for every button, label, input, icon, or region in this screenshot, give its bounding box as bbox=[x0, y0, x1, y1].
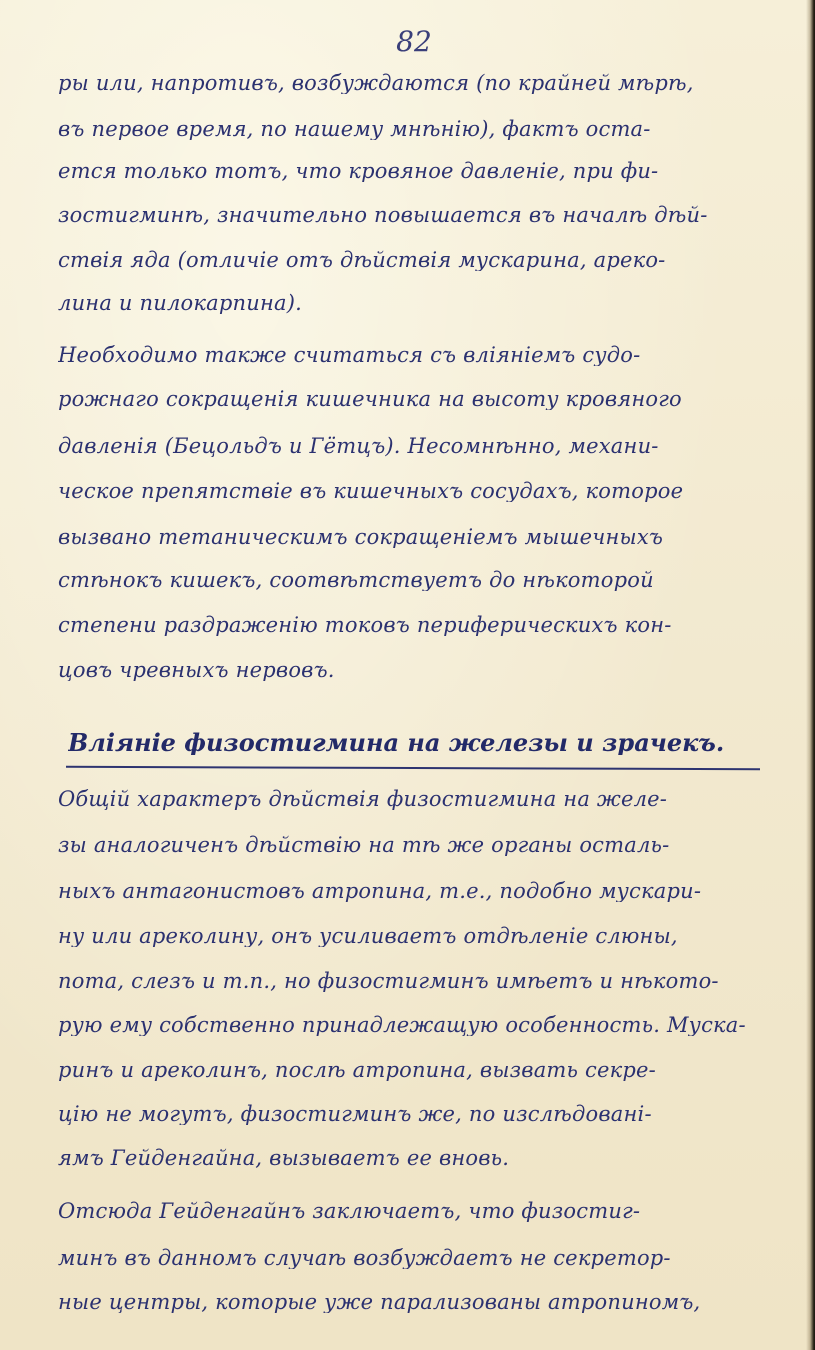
text-line: ныхъ антагонистовъ атропина, т.е., подобно мускари- bbox=[58, 881, 702, 902]
text-line: Необходимо также считаться съ вліяніемъ судо- bbox=[58, 345, 641, 366]
page-binding-edge bbox=[806, 0, 815, 1350]
text-line: давленія (Бецольдъ и Гётцъ). Несомнѣнно, механи- bbox=[58, 436, 659, 457]
text-line: ные центры, которые уже парализованы атропиномъ, bbox=[58, 1292, 701, 1313]
text-line: ринъ и ареколинъ, послѣ атропина, вызвать секре- bbox=[58, 1060, 656, 1081]
section-heading: Вліяніе физостигмина на железы и зрачекъ. bbox=[68, 731, 725, 755]
text-line: въ первое время, по нашему мнѣнію), фактъ оста- bbox=[58, 119, 651, 140]
text-line: ры или, напротивъ, возбуждаются (по крайней мѣрѣ, bbox=[58, 73, 694, 94]
text-line: пота, слезъ и т.п., но физостигминъ имѣетъ и нѣкото- bbox=[58, 971, 719, 992]
text-line: цію не могутъ, физостигминъ же, по изслѣдовані- bbox=[58, 1104, 652, 1125]
text-line: ямъ Гейденгайна, вызываетъ ее вновь. bbox=[58, 1148, 510, 1169]
text-line: зостигминѣ, значительно повышается въ началѣ дѣй- bbox=[58, 205, 708, 226]
text-line: ческое препятствіе въ кишечныхъ сосудахъ, которое bbox=[58, 481, 684, 502]
text-line: стѣнокъ кишекъ, соотвѣтствуетъ до нѣкоторой bbox=[58, 570, 654, 591]
text-line: минъ въ данномъ случаѣ возбуждаетъ не секретор- bbox=[58, 1248, 671, 1269]
text-line: вызвано тетаническимъ сокращеніемъ мышечныхъ bbox=[58, 527, 664, 548]
text-line: рую ему собственно принадлежащую особенность. Муска- bbox=[58, 1015, 746, 1036]
text-line: ствія яда (отличіе отъ дѣйствія мускарина, ареко- bbox=[58, 250, 666, 271]
text-line: цовъ чревныхъ нервовъ. bbox=[58, 660, 335, 681]
text-line: ется только тотъ, что кровяное давленіе, при фи- bbox=[58, 161, 659, 182]
text-line: степени раздраженію токовъ периферическихъ кон- bbox=[58, 615, 672, 636]
text-line: лина и пилокарпина). bbox=[58, 293, 302, 314]
text-line: рожнаго сокращенія кишечника на высоту кровяного bbox=[58, 389, 682, 410]
text-line: Отсюда Гейденгайнъ заключаетъ, что физостиг- bbox=[58, 1201, 641, 1222]
text-line: Общій характеръ дѣйствія физостигмина на желе- bbox=[58, 789, 668, 810]
heading-underline bbox=[66, 766, 760, 770]
page-number: 82 bbox=[396, 25, 432, 58]
text-line: зы аналогиченъ дѣйствію на тѣ же органы осталь- bbox=[58, 835, 670, 856]
text-line: ну или ареколину, онъ усиливаетъ отдѣленіе слюны, bbox=[58, 926, 678, 947]
